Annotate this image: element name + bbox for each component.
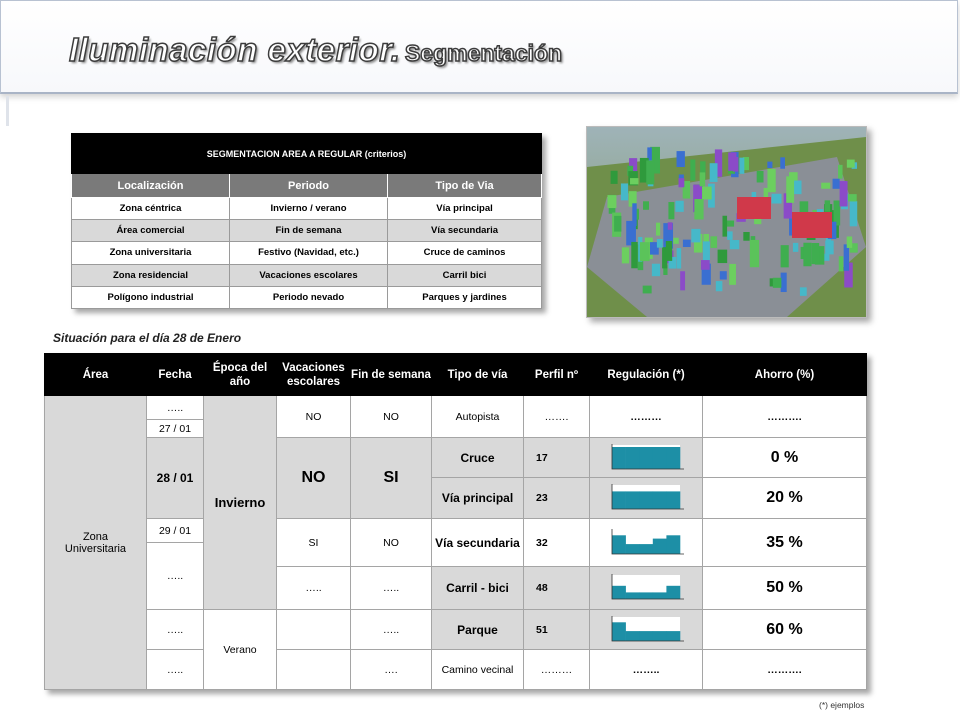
situation-caption: Situación para el día 28 de Enero [53,331,242,345]
building [607,195,616,208]
ahorro-cell: ………. [703,650,867,690]
building [640,242,650,261]
building [611,171,618,184]
building [643,286,652,294]
profile-bar [666,535,680,554]
building [710,163,718,182]
building [781,273,787,292]
profile-bar [612,586,626,599]
left-accent [6,96,9,126]
table-cell: Área comercial [72,220,230,242]
situation-table [44,353,867,690]
perfil-cell: 51 [524,610,590,650]
profile-bar [626,592,640,599]
date-cell: ….. [147,650,204,690]
regulation-profile-icon [606,615,686,645]
table-cell: Invierno / verano [230,198,388,220]
regulation-profile-icon [606,573,686,603]
header-fin-semana: Fin de semana [351,354,432,396]
fin-cell: SI [351,438,432,519]
profile-bar [612,622,626,641]
building [680,271,685,290]
building [825,200,830,211]
date-cell: ….. [147,610,204,650]
header-ahorro: Ahorro (%) [703,354,867,396]
col-tipo-via: Tipo de Via [388,174,542,198]
profile-bar [653,447,667,469]
footnote: (*) ejemplos [819,700,865,710]
page-title [69,31,562,69]
building [728,152,736,170]
building [710,236,717,248]
building [668,222,673,229]
building [677,248,681,268]
profile-bar [666,631,680,641]
building [657,239,663,248]
profile-bar [626,491,640,509]
building [840,181,848,206]
table-cell: Periodo nevado [230,286,388,308]
building [673,238,678,244]
building [773,278,782,288]
building [839,256,844,271]
segmentation-header: SEGMENTACION AREA A REGULAR (criterios) [72,134,542,174]
building [847,160,855,168]
building [793,243,798,252]
table-row [72,242,542,264]
profile-bar [639,592,653,599]
reg-cell: ……… [590,396,703,438]
building [646,160,654,184]
tipo-cell: Carril - bici [432,567,524,610]
building [614,216,621,232]
vac-cell: NO [277,396,351,438]
epoch-verano: Verano [204,610,277,690]
profile-bar [612,491,626,509]
building [621,183,628,200]
table-row [72,220,542,242]
building [630,178,638,184]
profile-bar [653,592,667,599]
date-cell: 29 / 01 [147,519,204,543]
perfil-cell: 32 [524,519,590,567]
building [793,181,801,195]
vac-cell [277,650,351,690]
header-regulacion: Regulación (*) [590,354,703,396]
building [631,242,637,268]
profile-bar [666,447,680,469]
col-localizacion: Localización [72,174,230,198]
reg-chart-cell [590,567,703,610]
tipo-cell: Autopista [432,396,524,438]
building [702,187,712,200]
building [677,151,685,167]
ahorro-cell: ………. [703,396,867,438]
col-periodo: Periodo [230,174,388,198]
building [656,223,660,236]
building [720,271,727,279]
building [675,201,683,212]
building [730,240,739,249]
profile-bar [666,491,680,509]
building [739,158,744,174]
table-cell: Fin de semana [230,220,388,242]
table-row [45,610,867,650]
fin-cell: …. [351,650,432,690]
vac-cell: SI [277,519,351,567]
building [767,162,772,168]
building [652,264,660,276]
profile-bar [626,544,640,554]
table-cell: Carril bici [388,264,542,286]
date-cell-highlight: 28 / 01 [147,438,204,519]
perfil-cell: 48 [524,567,590,610]
ahorro-cell: 35 % [703,519,867,567]
table-row [45,396,867,420]
building [767,169,775,192]
building [679,178,685,187]
header-epoca: Época del año [204,354,277,396]
epoch-invierno: Invierno [204,396,277,610]
table-row [45,650,867,690]
tipo-cell: Vía principal [432,478,524,519]
building [848,194,857,201]
reg-chart-cell [590,478,703,519]
ahorro-cell: 60 % [703,610,867,650]
building [668,202,674,219]
building [780,157,785,168]
city-illustration [587,127,866,317]
building [716,281,723,291]
ahorro-cell: 0 % [703,438,867,478]
building [844,244,849,270]
building [838,165,842,179]
building [690,160,695,181]
regulation-profile-icon [606,528,686,558]
building [812,243,820,264]
table-cell: Polígono industrial [72,286,230,308]
profile-bar [653,491,667,509]
table-cell: Festivo (Navidad, etc.) [230,242,388,264]
header-area: Área [45,354,147,396]
vac-cell: ….. [277,567,351,610]
tipo-cell: Vía secundaria [432,519,524,567]
profile-bar [639,544,653,554]
profile-bar [612,447,626,469]
building [847,236,852,247]
tipo-cell: Camino vecinal [432,650,524,690]
header-tipo-via: Tipo de vía [432,354,524,396]
fin-cell: ….. [351,567,432,610]
profile-bar [639,491,653,509]
table-cell: Zona céntrica [72,198,230,220]
date-cell: ….. [147,543,204,610]
building [622,247,629,263]
building [833,179,840,189]
title-main: Iluminación exterior. [69,31,401,68]
building [786,176,794,202]
table-row [72,198,542,220]
reg-chart-cell [590,610,703,650]
building [643,201,649,209]
perfil-cell: 23 [524,478,590,519]
table-row [45,519,867,543]
perfil-cell: ……. [524,396,590,438]
building [683,240,691,247]
profile-bar [639,447,653,469]
table-row [45,438,867,478]
profile-bar [653,631,667,641]
area-cell: Zona Universitaria [45,396,147,690]
city-3d-image [586,126,867,318]
header-row [45,354,867,396]
header-fecha: Fecha [147,354,204,396]
building [626,221,636,245]
reg-chart-cell [590,519,703,567]
table-cell: Zona universitaria [72,242,230,264]
title-sub: Segmentación [404,40,563,66]
building [772,194,782,204]
building [800,287,807,296]
perfil-cell: 17 [524,438,590,478]
building [701,260,710,270]
segmentation-table [71,133,542,309]
title-band [0,0,958,94]
date-cell: ….. [147,396,204,420]
building [803,243,811,267]
building [825,240,833,254]
building [700,172,706,186]
table-cell: Vía principal [388,198,542,220]
regulation-profile-icon [606,483,686,513]
fin-cell: NO [351,519,432,567]
building [722,216,727,237]
header-vacaciones: Vacaciones escolares [277,354,351,396]
building [850,201,858,226]
profile-bar [626,447,640,469]
building [691,229,700,242]
ahorro-cell: 20 % [703,478,867,519]
building [781,245,789,267]
reg-cell: …….. [590,650,703,690]
building [694,199,703,219]
reg-chart-cell [590,438,703,478]
fin-cell: NO [351,396,432,438]
table-cell: Vacaciones escolares [230,264,388,286]
perfil-cell: ……… [524,650,590,690]
profile-bar [653,538,667,553]
ahorro-cell: 50 % [703,567,867,610]
building [743,232,749,241]
table-cell: Zona residencial [72,264,230,286]
tipo-cell: Cruce [432,438,524,478]
table-row [72,264,542,286]
table-cell: Cruce de caminos [388,242,542,264]
building [727,231,732,240]
profile-bar [666,586,680,599]
building [718,250,728,263]
table-cell: Parques y jardines [388,286,542,308]
building [666,241,672,261]
fin-cell: ….. [351,610,432,650]
building [729,264,736,285]
vac-cell [277,610,351,650]
regulation-profile-icon [606,443,686,473]
tipo-cell: Parque [432,610,524,650]
date-cell: 27 / 01 [147,420,204,438]
profile-bar [626,631,640,641]
table-row [72,286,542,308]
building [750,240,759,267]
header-perfil: Perfil nº [524,354,590,396]
building [757,171,764,183]
profile-bar [612,535,626,554]
table-cell: Vía secundaria [388,220,542,242]
vac-cell: NO [277,438,351,519]
profile-bar [639,631,653,641]
building [821,183,830,189]
building [726,221,734,227]
